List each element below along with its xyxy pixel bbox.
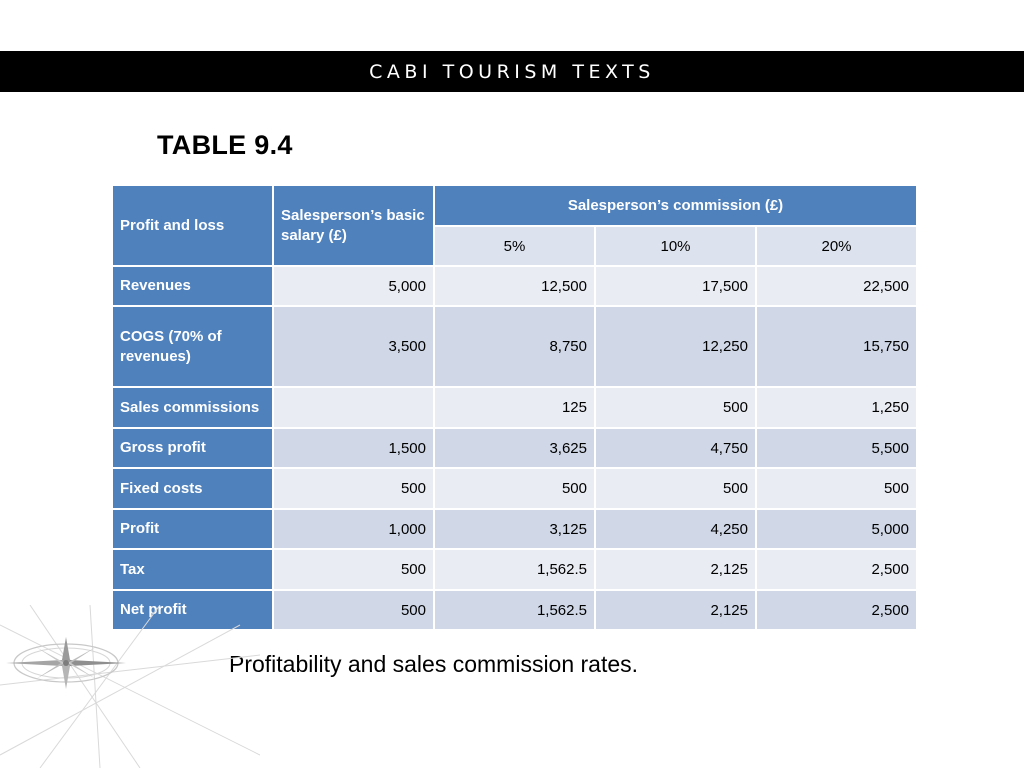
cell-rate-20: 22,500: [756, 266, 917, 306]
cell-salary: [273, 387, 434, 428]
cell-rate-5: 12,500: [434, 266, 595, 306]
cell-rate-5: 3,125: [434, 509, 595, 549]
cell-rate-10: 500: [595, 468, 756, 509]
cell-rate-20: 2,500: [756, 590, 917, 630]
table-row: [112, 549, 917, 590]
cell-rate-10: 4,750: [595, 428, 756, 468]
cell-salary: 500: [273, 590, 434, 630]
cell-rate-10: 12,250: [595, 306, 756, 387]
row-label: Sales commissions: [112, 387, 273, 428]
table-title: TABLE 9.4: [157, 130, 293, 160]
table-row: [112, 428, 917, 468]
banner: [0, 51, 1024, 92]
cell-rate-20: 2,500: [756, 549, 917, 590]
header-profit-and-loss: Profit and loss: [112, 185, 273, 266]
row-label: Net profit: [112, 590, 273, 630]
row-label: Gross profit: [112, 428, 273, 468]
cell-rate-10: 500: [595, 387, 756, 428]
row-label: Fixed costs: [112, 468, 273, 509]
header-commission-group: Salesperson’s commission (£): [434, 185, 917, 226]
row-label: COGS (70% of revenues): [112, 306, 273, 387]
cell-rate-5: 3,625: [434, 428, 595, 468]
table-row: [112, 266, 917, 306]
cell-rate-5: 1,562.5: [434, 549, 595, 590]
header-basic-salary: Salesperson’s basic salary (£): [273, 185, 434, 266]
header-rate-10: 10%: [595, 226, 756, 266]
cell-rate-20: 15,750: [756, 306, 917, 387]
cell-salary: 1,500: [273, 428, 434, 468]
row-label: Profit: [112, 509, 273, 549]
cell-rate-10: 4,250: [595, 509, 756, 549]
header-rate-20: 20%: [756, 226, 917, 266]
table-row: [112, 509, 917, 549]
cell-rate-10: 2,125: [595, 590, 756, 630]
cell-rate-5: 125: [434, 387, 595, 428]
cell-rate-20: 1,250: [756, 387, 917, 428]
cell-rate-5: 1,562.5: [434, 590, 595, 630]
header-rate-5: 5%: [434, 226, 595, 266]
cell-rate-5: 500: [434, 468, 595, 509]
cell-salary: 500: [273, 468, 434, 509]
cell-salary: 500: [273, 549, 434, 590]
cell-salary: 3,500: [273, 306, 434, 387]
banner-title: CABI TOURISM TEXTS: [369, 60, 655, 83]
cell-salary: 5,000: [273, 266, 434, 306]
cell-rate-20: 5,500: [756, 428, 917, 468]
table-row: [112, 387, 917, 428]
table-caption: Profitability and sales commission rates.: [229, 651, 639, 677]
profit-table: [111, 184, 918, 631]
cell-salary: 1,000: [273, 509, 434, 549]
row-label: Tax: [112, 549, 273, 590]
table-row: [112, 306, 917, 387]
cell-rate-20: 5,000: [756, 509, 917, 549]
compass-rose-icon: [0, 605, 260, 768]
cell-rate-10: 17,500: [595, 266, 756, 306]
row-label: Revenues: [112, 266, 273, 306]
table-row: [112, 468, 917, 509]
cell-rate-10: 2,125: [595, 549, 756, 590]
cell-rate-20: 500: [756, 468, 917, 509]
cell-rate-5: 8,750: [434, 306, 595, 387]
